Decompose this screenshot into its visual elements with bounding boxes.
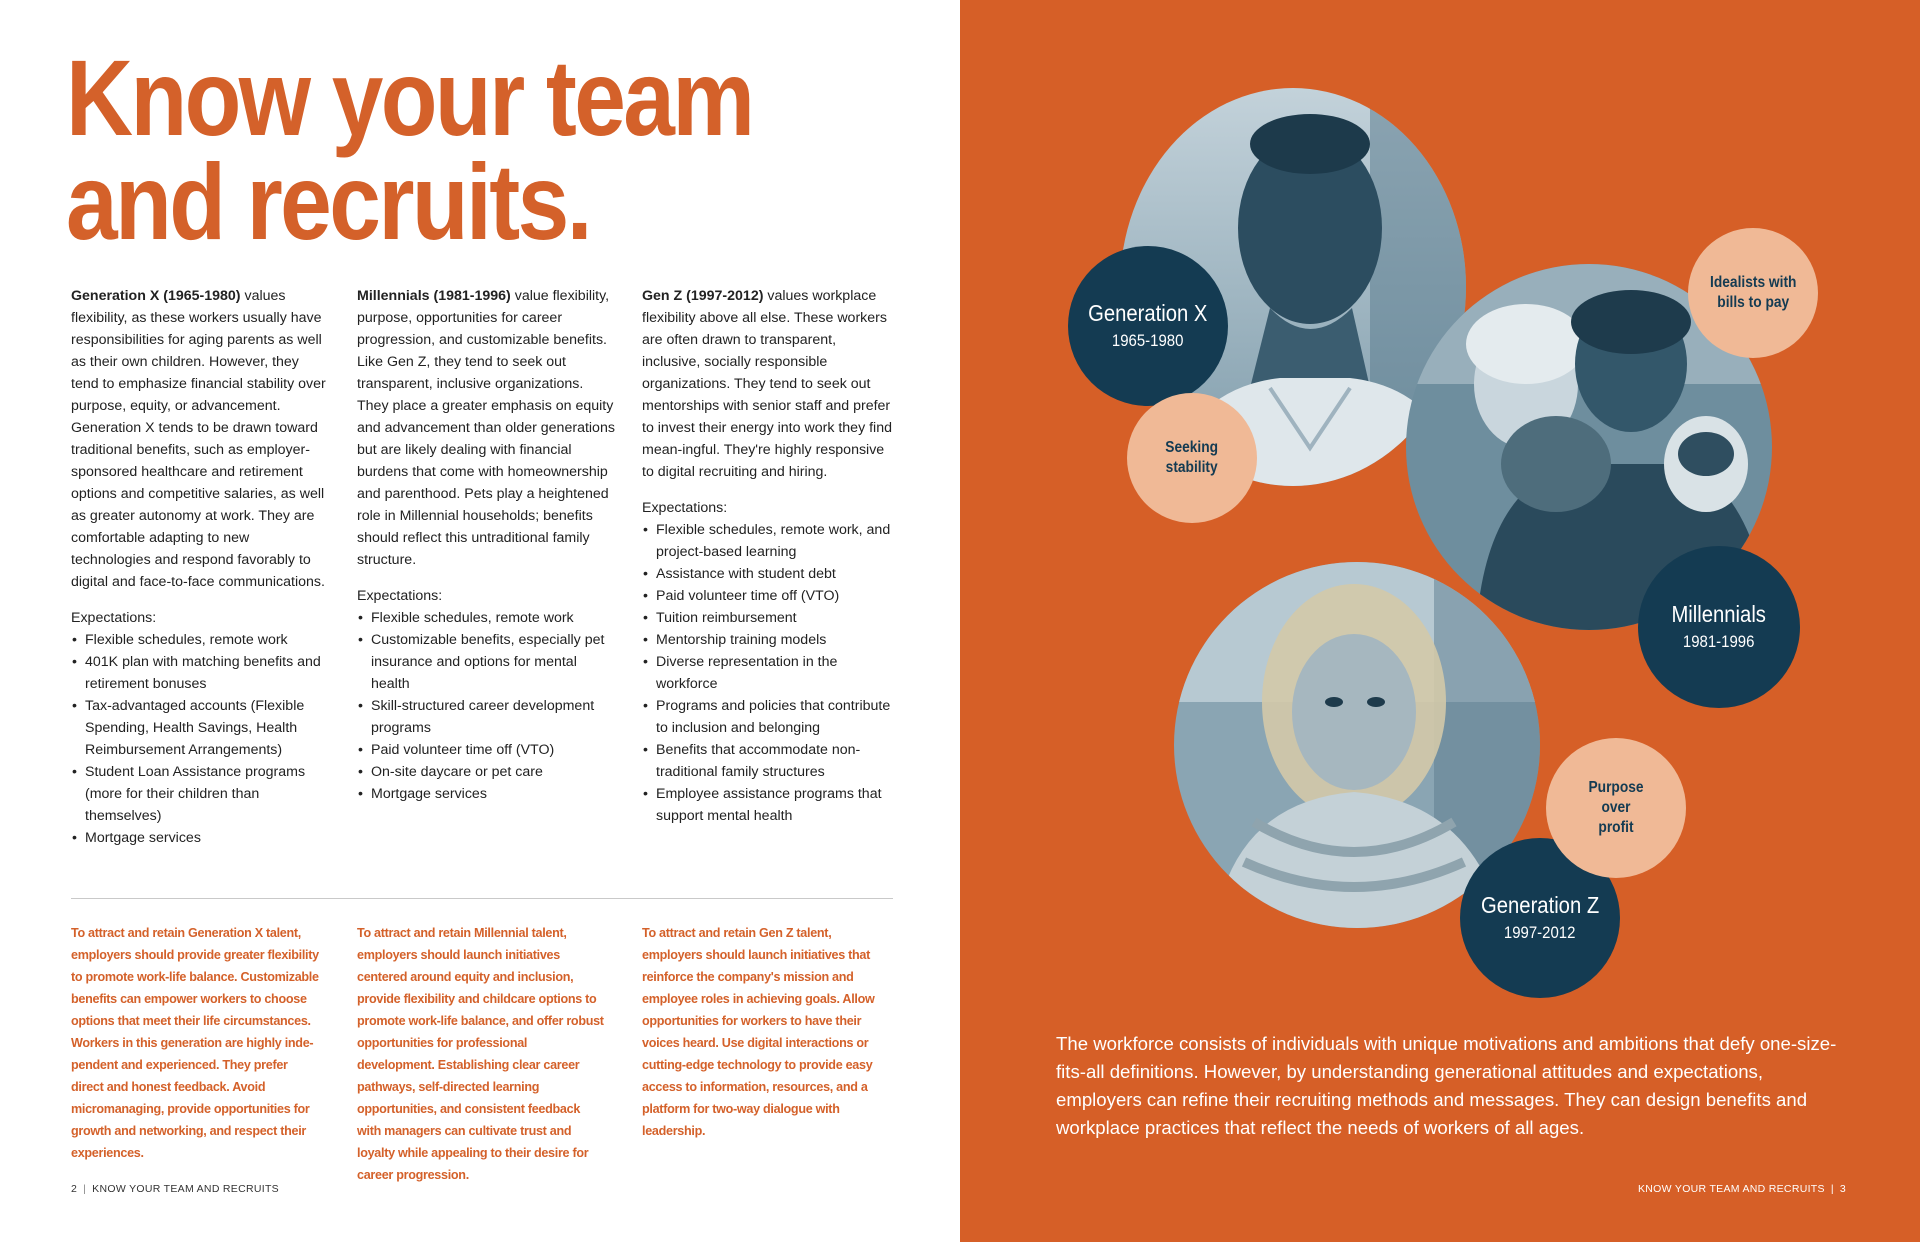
headline-line-1: Know your team xyxy=(66,37,753,158)
page-number: 2 xyxy=(71,1183,78,1195)
list-item: • Employee assistance programs that support mental health xyxy=(642,783,897,827)
list-item: • Mentorship training models xyxy=(642,629,897,651)
gen-z-expectations xyxy=(642,519,897,827)
list-item: • Paid volunteer time off (VTO) xyxy=(357,739,615,761)
footer-separator: | xyxy=(83,1183,87,1195)
page-number: 3 xyxy=(1839,1183,1846,1195)
millennials-column xyxy=(357,285,615,805)
millennials-callout: To attract and retain Millennial talent, employers should launch initiatives centered around equity and inclusion, provide flexibility and childcare options to promote work-life balance, and offer robust opportunities for professional development. Establishing clear career pathways, self-directed learning opportunities, and consistent feedback with managers can cultivate trust and loyalty while appealing to their desire for career progression. xyxy=(357,926,604,1182)
seeking-stability-badge xyxy=(1127,393,1257,523)
trait-label: Idealists with bills to pay xyxy=(1709,274,1797,311)
badge-name: Millennials xyxy=(1671,601,1767,627)
list-item: • Skill-structured career development programs xyxy=(357,695,615,739)
badge-years: 1965-1980 xyxy=(1112,331,1184,350)
list-item: • Mortgage services xyxy=(357,783,615,805)
generation-x-intro xyxy=(71,285,329,593)
list-item: • Tuition reimbursement xyxy=(642,607,897,629)
millennials-badge xyxy=(1638,546,1800,708)
list-item: • Benefits that accommodate non-traditional family structures xyxy=(642,739,897,783)
generation-x-title: Generation X (1965-1980) xyxy=(71,288,241,304)
list-item: • Assistance with student debt xyxy=(642,563,897,585)
trait-label: Purpose over profit xyxy=(1588,779,1644,836)
list-item: • On-site daycare or pet care xyxy=(357,761,615,783)
purpose-over-profit-badge xyxy=(1546,738,1686,878)
idealists-badge xyxy=(1688,228,1818,358)
expectations-label: Expectations: xyxy=(71,610,157,626)
gen-z-intro-text: values workplace flexibility above all else. These workers are often drawn to transparent, inclusive, socially responsible organizations. They tend to seek out mentorships with senior staff and prefer to invest their energy into work they find mean-ingful. They're highly responsive to digital recruiting and hiring. xyxy=(642,288,892,480)
generation-x-expectations xyxy=(71,629,329,849)
generation-x-badge xyxy=(1068,246,1228,406)
list-item: • Paid volunteer time off (VTO) xyxy=(642,585,897,607)
right-page-footer xyxy=(1638,1183,1846,1195)
footer-title: KNOW YOUR TEAM AND RECRUITS xyxy=(92,1183,279,1195)
list-item: • Tax-advantaged accounts (Flexible Spending, Health Savings, Health Reimbursement Arrangements) xyxy=(71,695,329,761)
expectations-label: Expectations: xyxy=(357,588,443,604)
page-headline xyxy=(66,37,806,262)
list-item: • Customizable benefits, especially pet insurance and options for mental health xyxy=(357,629,615,695)
list-item: • Flexible schedules, remote work xyxy=(357,607,615,629)
generation-x-callout: To attract and retain Generation X talent, employers should provide greater flexibility to promote work-life balance. Customizable benefits can empower workers to choose options that meet their life circumstances. Workers in this generation are highly inde-pendent and experienced. They prefer direct and honest feedback. Avoid micromanaging, provide opportunities for growth and networking, and respect their experiences. xyxy=(71,926,319,1160)
right-page xyxy=(960,0,1920,1242)
gen-z-intro xyxy=(642,285,897,483)
gen-z-column xyxy=(642,285,897,827)
headline-line-2: and recruits. xyxy=(66,141,590,262)
badge-years: 1997-2012 xyxy=(1504,923,1576,942)
trait-label: Seeking stability xyxy=(1165,439,1219,476)
left-page-footer xyxy=(71,1183,279,1195)
gen-z-title: Gen Z (1997-2012) xyxy=(642,288,764,304)
summary-paragraph: The workforce consists of individuals with unique motivations and ambitions that defy one-size-fits-all definitions. However, by understanding generational attitudes and expectations, employers can refine their recruiting methods and messages. They can design benefits and workplace practices that reflect the needs of workers of all ages. xyxy=(1056,1033,1837,1138)
list-item: • Programs and policies that contribute to inclusion and belonging xyxy=(642,695,897,739)
list-item: • Mortgage services xyxy=(71,827,329,849)
gen-z-callout: To attract and retain Gen Z talent, employers should launch initiatives that reinforce the company's mission and employee roles in achieving goals. Allow opportunities for workers to have their voices heard. Use digital interactions or cutting-edge technology to provide easy access to information, resources, and a platform for two-way dialogue with leadership. xyxy=(642,926,875,1138)
list-item: • Flexible schedules, remote work xyxy=(71,629,329,651)
generation-x-intro-text: values flexibility, as these workers usually have responsibilities for aging parents as well as their own children. However, they tend to emphasize financial stability over purpose, equity, or advancement. Generation X tends to be drawn toward traditional benefits, such as employer-sponsored healthcare and retirement options and competitive salaries, as well as greater autonomy at work. They are comfortable adapting to new technologies and respond favorably to digital and face-to-face communications. xyxy=(71,288,326,590)
list-item: • 401K plan with matching benefits and retirement bonuses xyxy=(71,651,329,695)
millennials-intro xyxy=(357,285,615,571)
badge-years: 1981-1996 xyxy=(1683,632,1755,651)
generation-x-column xyxy=(71,285,329,849)
expectations-label: Expectations: xyxy=(642,500,728,516)
badge-name: Generation Z xyxy=(1480,892,1600,918)
millennials-intro-text: value flexibility, purpose, opportunities for career progression, and customizable benefits. Like Gen Z, they tend to seek out transparent, inclusive organizations. They place a greater emphasis on equity and advancement than older generations but are likely dealing with financial burdens that come with homeownership and parenthood. Pets play a heightened role in Millennial households; benefits should reflect this untraditional family structure. xyxy=(357,288,615,568)
millennials-title: Millennials (1981-1996) xyxy=(357,288,511,304)
list-item: • Flexible schedules, remote work, and project-based learning xyxy=(642,519,897,563)
footer-title: KNOW YOUR TEAM AND RECRUITS xyxy=(1638,1183,1825,1195)
list-item: • Diverse representation in the workforce xyxy=(642,651,897,695)
badge-name: Generation X xyxy=(1088,300,1208,326)
millennials-expectations xyxy=(357,607,615,805)
list-item: • Student Loan Assistance programs (more for their children than themselves) xyxy=(71,761,329,827)
section-divider xyxy=(71,898,893,899)
footer-separator: | xyxy=(1830,1183,1834,1195)
